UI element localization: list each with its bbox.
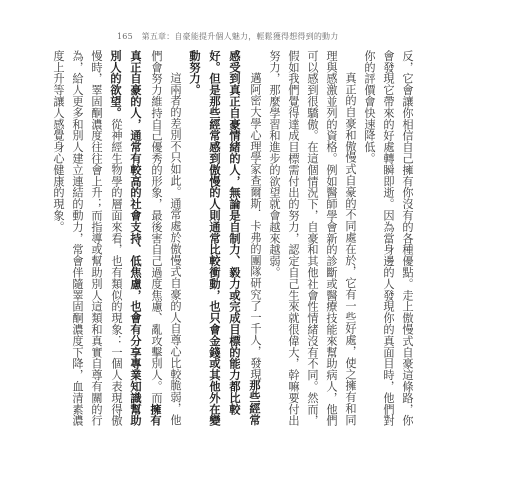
vertical-text-body <box>52 50 417 436</box>
running-header <box>117 31 338 42</box>
emphasized-text: 擁有真正自豪的人，通常有較高的社會支持、低焦慮，也會有分享專業知識幫助別人的欲望。 <box>109 50 163 427</box>
text-run: 從神經生物學的層面來看，也有類似的現象：一個人表現得傲慢時，睪固酮濃度往往會上升；而指導或幫助別人這類和真實自尊有關的行為，給人更多和別人建立連結的動力，常會伴隨睪固酮濃度下降，血清素濃度上升等讓人感覺身心健康的現象。 <box>52 50 123 427</box>
paragraph <box>185 50 265 436</box>
chapter-title: 第五章：自豪能提升個人魅力，輕鬆獲得想得到的動力 <box>141 32 339 41</box>
page-number: 165 <box>117 32 133 41</box>
paragraph <box>49 50 185 436</box>
text-run: 真正的自豪和傲慢式自豪的不同處在於，它有一些好處，使之擁有和同理與感激並列的資格。例如醫師學會新的診斷或醫療技能來幫助病人，他們可以感到很驕傲。在這個情況下，自豪和其他社會性情緒沒有不同。然而，假如我們覺得達成目標需付出的努力，認定自己生來就很偉大，幹嘛要付出努力，那麼學習和進步的欲望就會越來越弱。 <box>268 50 357 427</box>
paragraph <box>360 50 417 436</box>
emphasized-text: 那些經常感受到真正自豪情緒的人，無論是自制力、毅力或完成目標的能力都比較好。但是那些經常感到傲慢的人則通常比較衝動，也只會金錢或其他外在變動努力。 <box>188 50 262 427</box>
paragraph <box>265 50 360 436</box>
text-run: 邁阿密大學心理學家查爾斯．卡弗的團隊研究了一千人，發現 <box>249 72 262 381</box>
text-run: 這兩者的差別不只如此。通常處於傲慢式自豪的人自尊心比較脆弱，他們會努力維持自己優秀的形象，最後害自己過度焦慮、亂攻擊別人。而 <box>150 50 182 426</box>
text-run: 反，它會讓你相信自己擁有你沒有的各種優點。走上傲慢式自豪這條路，你會發現它帶來的好處轉瞬即逝。因為當身邊的人發現你的真面目時，他們對你的評價會快速降低。 <box>363 50 414 427</box>
